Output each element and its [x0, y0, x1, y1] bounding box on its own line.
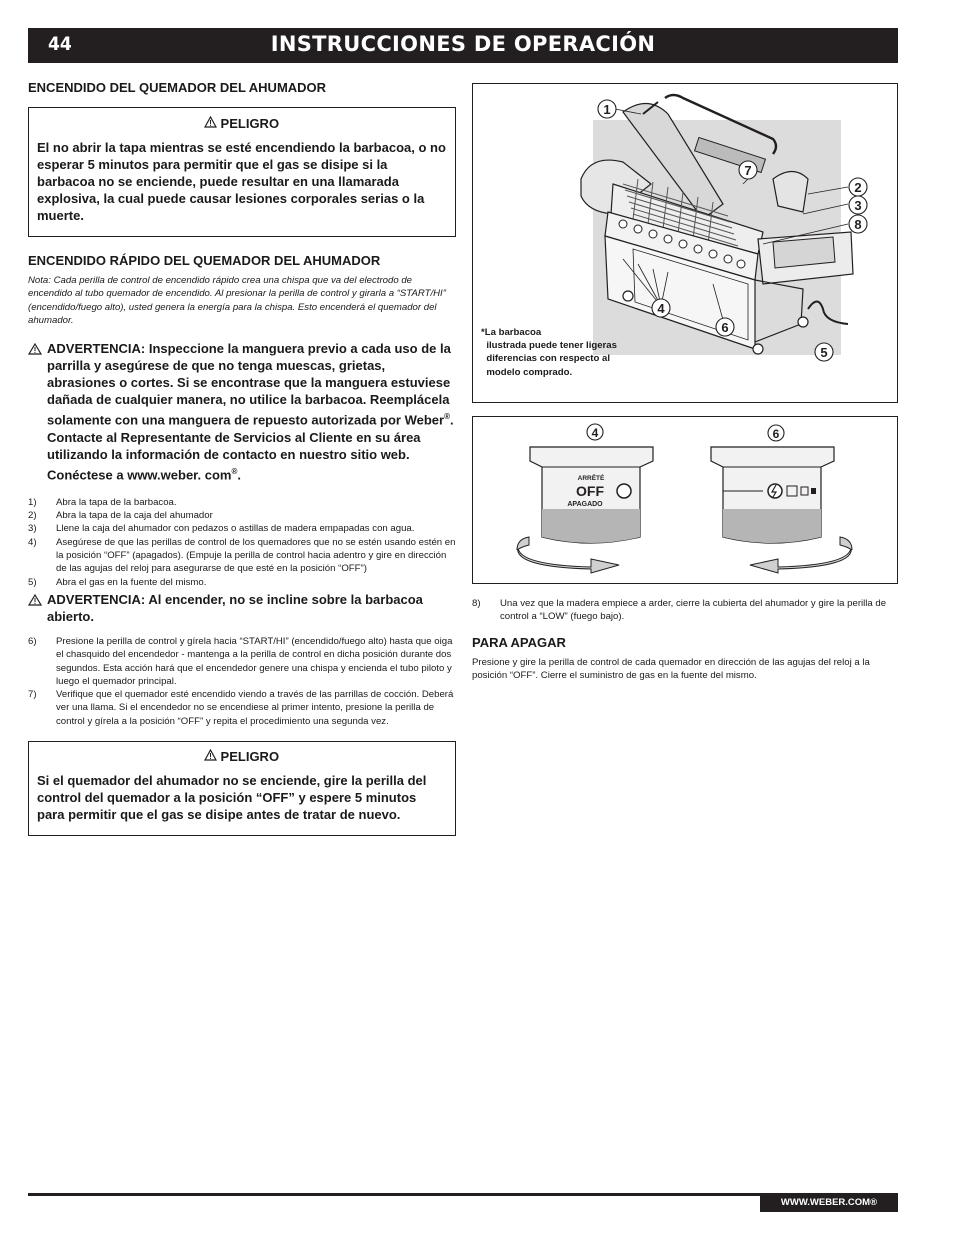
warning-lean: ADVERTENCIA: Al encender, no se incline sobre la barbacoa abierto.	[28, 591, 456, 625]
knob-label-arrete: ARRÊTÉ	[577, 475, 605, 482]
warning-triangle-icon	[204, 749, 217, 764]
list-item: 8) Una vez que la madera empiece a arder, cierre la cubierta del ahumador y gire la perilla de control a “LOW” (fuego bajo).	[472, 598, 887, 623]
figure-caption: *La barbacoa ilustrada puede tener ligeras diferencias con respecto al modelo comprado.	[481, 327, 617, 378]
footer-url: WWW.WEBER.COM®	[760, 1193, 898, 1212]
page-number: 44	[48, 33, 72, 55]
knob-label-apagado: APAGADO	[567, 501, 603, 508]
warning-triangle-icon	[28, 593, 42, 610]
shutdown-text: Presione y gire la perilla de control de cada quemador en dirección de las agujas del reloj a la posición “OFF”. Cierre el suministro de gas en la fuente del mismo.	[472, 656, 870, 681]
section-heading-shutdown: PARA APAGAR	[472, 634, 566, 650]
right-text	[472, 597, 898, 682]
callout-8: 8	[854, 217, 862, 232]
callout-5: 5	[820, 345, 828, 360]
section-heading-quick-ignition: ENCENDIDO RÁPIDO DEL QUEMADOR DEL AHUMADOR	[28, 253, 381, 268]
callout-4: 4	[591, 426, 599, 440]
list-item: 3) Llene la caja del ahumador con pedazos o astillas de madera empapadas con agua.	[28, 523, 415, 535]
list-item: 7) Verifique que el quemador esté encendido viendo a través de las parrillas de cocción. Deberá ver una llama. Si el encendedor no se encendiese al primer intento, presione la perilla de control y gírela a la posición “OFF” y repita el procedimiento una segunda vez.	[28, 689, 454, 727]
list-item: 2) Abra la tapa de la caja del ahumador	[28, 510, 213, 522]
note-text: Nota: Cada perilla de control de encendido rápido crea una chispa que va del electrodo de encendido al tubo quemador de encendido. Al presionar la perilla de control y girarla a “START/HI” (encendido/fuego alto), usted genera la energía para la chispa. Esto encenderá el quemador del ahumador.	[28, 275, 446, 326]
list-item: 4) Asegúrese de que las perillas de control de los quemadores que no se estén usando estén en la posición “OFF” (apagados). (Empuje la perilla de control hacia adentro y gire en dirección de las agujas del reloj para asegurarse de que esté en la posición “OFF”)	[28, 536, 456, 575]
list-item: 6) Presione la perilla de control y gírela hacia “START/HI” (encendido/fuego alto) hasta que oiga el chasquido del encendedor - mantenga a la perilla de control en dicha posición durante dos segundos. Esta acción hará que el encendedor genere una chispa y encienda el tubo piloto y luego el quemador principal.	[28, 635, 453, 687]
list-item: 1) Abra la tapa de la barbacoa.	[28, 496, 177, 508]
callout-4: 4	[657, 301, 665, 316]
knob-illustration	[473, 417, 897, 583]
danger-text-1: El no abrir la tapa mientras se esté encendiendo la barbacoa, o no esperar 5 minutos para permitir que el gas se disipe si la barbacoa no se enciende, puede resultar en una llamarada explosiva, la cual puede causar lesiones corporales serias o la muerte.	[37, 140, 446, 223]
danger-text-2: Si el quemador del ahumador no se enciende, gire la perilla del control del quemador a la posición “OFF” y espere 5 minutos para permitir que el gas se disipe antes de tratar de nuevo.	[37, 773, 427, 822]
steps-list-c	[472, 597, 898, 624]
callout-7: 7	[744, 163, 752, 178]
page-header	[28, 28, 898, 63]
list-item: 5) Abra el gas en la fuente del mismo.	[28, 576, 207, 588]
callout-2: 2	[854, 180, 862, 195]
warning-hose: ADVERTENCIA: Inspeccione la manguera previo a cada uso de la parrilla y asegúrese de que no tenga muescas, grietas, abrasiones o cortes. Si se encontrase que la manguera estuviese dañada de cualquier manera, no utilice la barbacoa. Reemplácela solamente con una manguera de repuesto autorizada por Weber®. Contacte al Representante de Servicios al Cliente en su área utilizando la información de contacto en nuestro sitio web. Conéctese a www.weber. com®.	[28, 340, 456, 483]
steps-list-a	[28, 496, 456, 589]
left-column	[28, 80, 456, 836]
danger-title-2: PELIGRO	[37, 749, 446, 764]
figure-knobs	[472, 416, 898, 584]
callout-3: 3	[854, 198, 862, 213]
danger-title-1: PELIGRO	[37, 116, 446, 131]
knob-label-off: OFF	[576, 483, 604, 499]
callout-6: 6	[721, 320, 729, 335]
warning-triangle-icon	[28, 342, 42, 359]
danger-box-2	[28, 741, 456, 836]
steps-list-b	[28, 635, 456, 728]
warning-triangle-icon	[204, 116, 217, 131]
danger-box-1	[28, 107, 456, 237]
section-heading-smoker-lighting: ENCENDIDO DEL QUEMADOR DEL AHUMADOR	[28, 80, 327, 95]
page-title: INSTRUCCIONES DE OPERACIÓN	[270, 32, 656, 56]
callout-1: 1	[603, 102, 611, 117]
callout-6: 6	[772, 427, 780, 441]
figure-grill	[472, 83, 898, 403]
